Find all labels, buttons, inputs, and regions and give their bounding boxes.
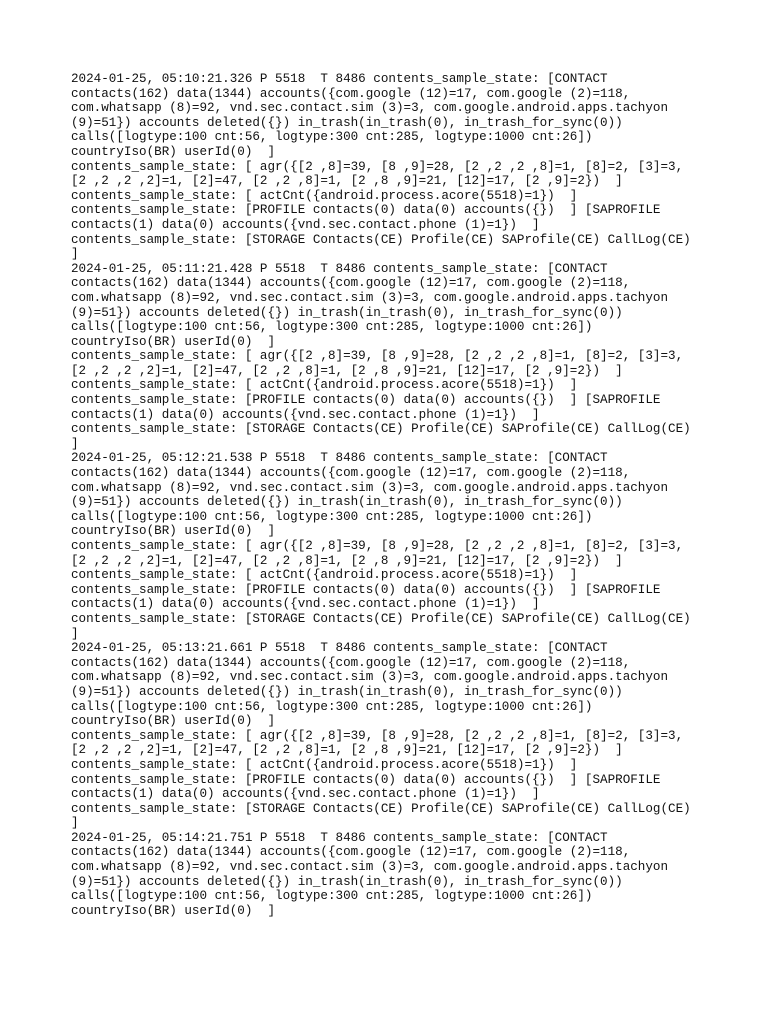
log-line: com.whatsapp (8)=92, vnd.sec.contact.sim (3)=3, com.google.android.apps.tachyon <box>71 860 669 875</box>
log-line: contents_sample_state: [PROFILE contacts(0) data(0) accounts({}) ] [SAPROFILE <box>71 772 661 787</box>
log-line: contents_sample_state: [PROFILE contacts(0) data(0) accounts({}) ] [SAPROFILE <box>71 203 661 218</box>
log-line: countryIso(BR) userId(0) ] <box>71 903 276 918</box>
log-line: countryIso(BR) userId(0) ] <box>71 334 276 349</box>
log-line: contacts(1) data(0) accounts({vnd.sec.contact.phone (1)=1}) ] <box>71 787 540 802</box>
log-line: countryIso(BR) userId(0) ] <box>71 524 276 539</box>
log-line: com.whatsapp (8)=92, vnd.sec.contact.sim (3)=3, com.google.android.apps.tachyon <box>71 480 669 495</box>
log-line: [2 ,2 ,2 ,2]=1, [2]=47, [2 ,2 ,8]=1, [2 ,8 ,9]=21, [12]=17, [2 ,9]=2}) ] <box>71 553 623 568</box>
log-line: [2 ,2 ,2 ,2]=1, [2]=47, [2 ,2 ,8]=1, [2 ,8 ,9]=21, [12]=17, [2 ,9]=2}) ] <box>71 174 623 189</box>
log-line: contents_sample_state: [ actCnt({android.process.acore(5518)=1}) ] <box>71 378 578 393</box>
log-line: contents_sample_state: [STORAGE Contacts(CE) Profile(CE) SAProfile(CE) CallLog(CE) <box>71 801 691 816</box>
log-line: contacts(1) data(0) accounts({vnd.sec.contact.phone (1)=1}) ] <box>71 217 540 232</box>
log-line: ] <box>71 816 79 831</box>
log-line: contacts(1) data(0) accounts({vnd.sec.contact.phone (1)=1}) ] <box>71 407 540 422</box>
log-line: contents_sample_state: [ agr({[2 ,8]=39, [8 ,9]=28, [2 ,2 ,2 ,8]=1, [8]=2, [3]=3, <box>71 159 684 174</box>
log-line: countryIso(BR) userId(0) ] <box>71 714 276 729</box>
log-line: contacts(162) data(1344) accounts({com.google (12)=17, com.google (2)=118, <box>71 845 631 860</box>
log-line: (9)=51}) accounts deleted({}) in_trash(in_trash(0), in_trash_for_sync(0)) <box>71 874 623 889</box>
log-line: com.whatsapp (8)=92, vnd.sec.contact.sim (3)=3, com.google.android.apps.tachyon <box>71 670 669 685</box>
log-line: calls([logtype:100 cnt:56, logtype:300 cnt:285, logtype:1000 cnt:26]) <box>71 699 593 714</box>
log-line: (9)=51}) accounts deleted({}) in_trash(in_trash(0), in_trash_for_sync(0)) <box>71 495 623 510</box>
log-line: (9)=51}) accounts deleted({}) in_trash(in_trash(0), in_trash_for_sync(0)) <box>71 305 623 320</box>
log-line: 2024-01-25, 05:13:21.661 P 5518 T 8486 contents_sample_state: [CONTACT <box>71 641 608 656</box>
log-line: contents_sample_state: [STORAGE Contacts(CE) Profile(CE) SAProfile(CE) CallLog(CE) <box>71 611 691 626</box>
log-line: ] <box>71 247 79 262</box>
log-line: ] <box>71 436 79 451</box>
log-line: 2024-01-25, 05:10:21.326 P 5518 T 8486 contents_sample_state: [CONTACT <box>71 72 608 86</box>
log-line: contacts(162) data(1344) accounts({com.google (12)=17, com.google (2)=118, <box>71 276 631 291</box>
log-document <box>71 72 701 918</box>
log-line: contents_sample_state: [ actCnt({android.process.acore(5518)=1}) ] <box>71 568 578 583</box>
log-line: contacts(162) data(1344) accounts({com.google (12)=17, com.google (2)=118, <box>71 655 631 670</box>
log-line: calls([logtype:100 cnt:56, logtype:300 cnt:285, logtype:1000 cnt:26]) <box>71 509 593 524</box>
log-line: (9)=51}) accounts deleted({}) in_trash(in_trash(0), in_trash_for_sync(0)) <box>71 684 623 699</box>
log-line: 2024-01-25, 05:14:21.751 P 5518 T 8486 contents_sample_state: [CONTACT <box>71 830 608 845</box>
log-line: contents_sample_state: [PROFILE contacts(0) data(0) accounts({}) ] [SAPROFILE <box>71 582 661 597</box>
log-line: countryIso(BR) userId(0) ] <box>71 144 276 159</box>
log-line: ] <box>71 626 79 641</box>
log-line: calls([logtype:100 cnt:56, logtype:300 cnt:285, logtype:1000 cnt:26]) <box>71 320 593 335</box>
log-line: contacts(162) data(1344) accounts({com.google (12)=17, com.google (2)=118, <box>71 86 631 101</box>
log-line: com.whatsapp (8)=92, vnd.sec.contact.sim (3)=3, com.google.android.apps.tachyon <box>71 101 669 116</box>
log-line: com.whatsapp (8)=92, vnd.sec.contact.sim (3)=3, com.google.android.apps.tachyon <box>71 290 669 305</box>
log-line: contents_sample_state: [ agr({[2 ,8]=39, [8 ,9]=28, [2 ,2 ,2 ,8]=1, [8]=2, [3]=3, <box>71 349 684 364</box>
log-line: contents_sample_state: [ actCnt({android.process.acore(5518)=1}) ] <box>71 188 578 203</box>
log-line: [2 ,2 ,2 ,2]=1, [2]=47, [2 ,2 ,8]=1, [2 ,8 ,9]=21, [12]=17, [2 ,9]=2}) ] <box>71 363 623 378</box>
log-line: contacts(162) data(1344) accounts({com.google (12)=17, com.google (2)=118, <box>71 466 631 481</box>
log-line: [2 ,2 ,2 ,2]=1, [2]=47, [2 ,2 ,8]=1, [2 ,8 ,9]=21, [12]=17, [2 ,9]=2}) ] <box>71 743 623 758</box>
log-line: contacts(1) data(0) accounts({vnd.sec.contact.phone (1)=1}) ] <box>71 597 540 612</box>
log-line: contents_sample_state: [ actCnt({android.process.acore(5518)=1}) ] <box>71 757 578 772</box>
log-line: calls([logtype:100 cnt:56, logtype:300 cnt:285, logtype:1000 cnt:26]) <box>71 889 593 904</box>
log-line: contents_sample_state: [PROFILE contacts(0) data(0) accounts({}) ] [SAPROFILE <box>71 393 661 408</box>
log-line: contents_sample_state: [STORAGE Contacts(CE) Profile(CE) SAProfile(CE) CallLog(CE) <box>71 232 691 247</box>
log-line: contents_sample_state: [ agr({[2 ,8]=39, [8 ,9]=28, [2 ,2 ,2 ,8]=1, [8]=2, [3]=3, <box>71 539 684 553</box>
log-line: 2024-01-25, 05:11:21.428 P 5518 T 8486 contents_sample_state: [CONTACT <box>71 261 608 276</box>
log-line: (9)=51}) accounts deleted({}) in_trash(in_trash(0), in_trash_for_sync(0)) <box>71 115 623 130</box>
log-line: contents_sample_state: [STORAGE Contacts(CE) Profile(CE) SAProfile(CE) CallLog(CE) <box>71 422 691 437</box>
log-line: 2024-01-25, 05:12:21.538 P 5518 T 8486 contents_sample_state: [CONTACT <box>71 451 608 466</box>
log-line: contents_sample_state: [ agr({[2 ,8]=39, [8 ,9]=28, [2 ,2 ,2 ,8]=1, [8]=2, [3]=3, <box>71 728 684 743</box>
log-line: calls([logtype:100 cnt:56, logtype:300 cnt:285, logtype:1000 cnt:26]) <box>71 130 593 145</box>
